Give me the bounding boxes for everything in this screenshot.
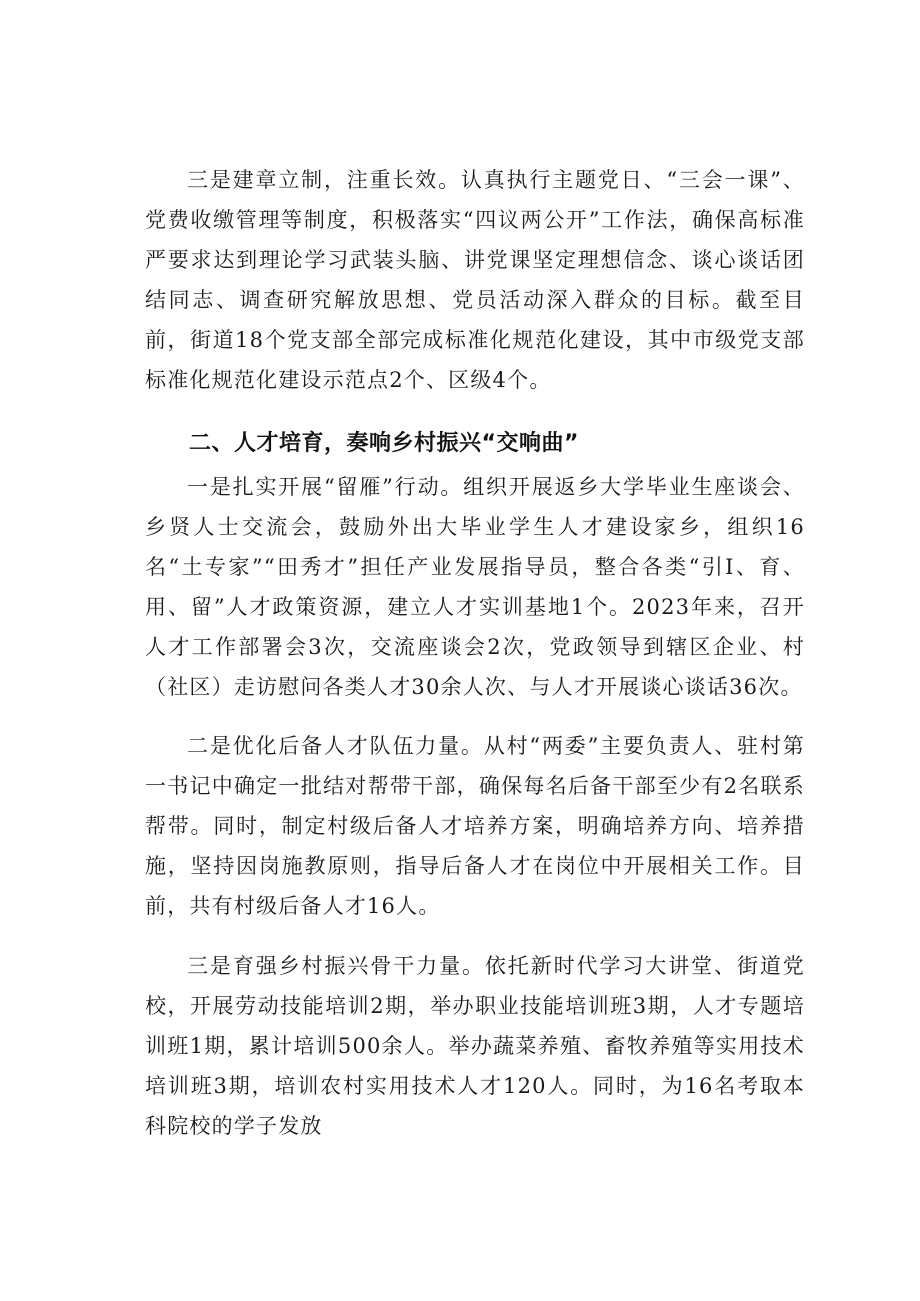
paragraph-standardization: 三是建章立制，注重长效。认真执行主题党日、“三会一课”、党费收缴管理等制度，积极落实“四议两公开”工作法，确保高标准严要求达到理论学习武装头脑、讲党课坚定理想信念、谈心谈话团结同志、调查研究解放思想、党员活动深入群众的目标。截至目前，街道18个党支部全部完成标准化规范化建设，其中市级党支部标准化规范化建设示范点2个、区级4个。 [145, 168, 805, 392]
paragraph-reserve-talent: 二是优化后备人才队伍力量。从村“两委”主要负责人、驻村第一书记中确定一批结对帮带干部，确保每名后备干部至少有2名联系帮带。同时，制定村级后备人才培养方案，明确培养方向、培养措施，坚持因岗施教原则，指导后备人才在岗位中开展相关工作。目前，共有村级后备人才16人。 [145, 734, 805, 918]
paragraph-liuyan-action: 一是扎实开展“留雁”行动。组织开展返乡大学毕业生座谈会、乡贤人士交流会，鼓励外出大毕业学生人才建设家乡，组织16名“土专家”“田秀才”担任产业发展指导员，整合各类“引I、育、用、留”人才政策资源，建立人才实训基地1个。2023年来，召开人才工作部署会3次，交流座谈会2次，党政领导到辖区企业、村（社区）走访慰问各类人才30余人次、与人才开展谈心谈话36次。 [145, 475, 805, 699]
paragraph-backbone-training: 三是育强乡村振兴骨干力量。依托新时代学习大讲堂、街道党校，开展劳动技能培训2期，举办职业技能培训班3期，人才专题培训班1期，累计培训500余人。举办蔬菜养殖、畜牧养殖等实用技术培训班3期，培训农村实用技术人才120人。同时，为16名考取本科院校的学子发放 [145, 954, 805, 1138]
section-heading-talent-cultivation: 二、人才培育，奏响乡村振兴“交响曲” [189, 431, 579, 456]
